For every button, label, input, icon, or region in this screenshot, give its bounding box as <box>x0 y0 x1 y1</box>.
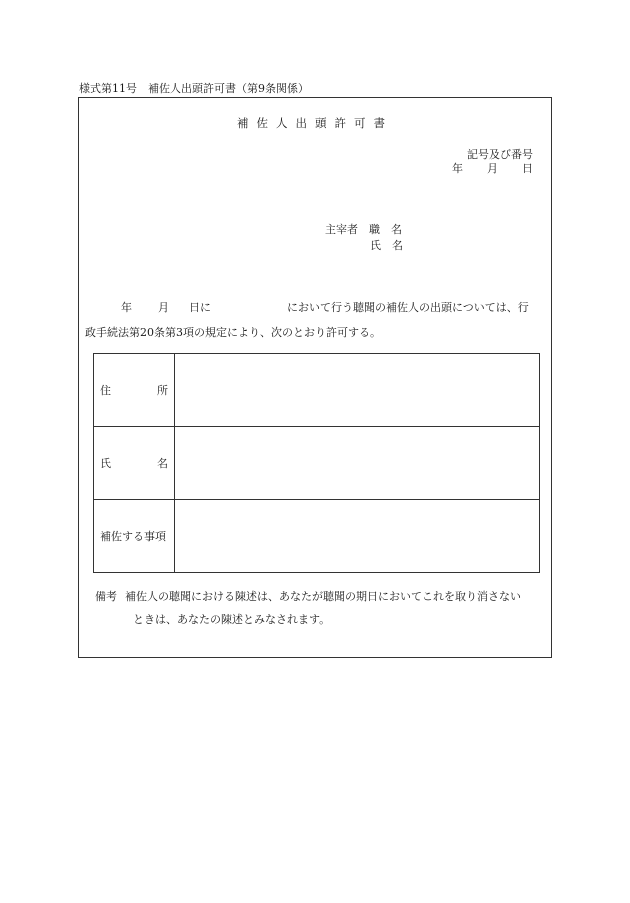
date-day: 日 <box>522 162 533 175</box>
name-label <box>94 427 175 500</box>
remarks-line-1 <box>95 585 521 608</box>
form-caption: 様式第11号 補佐人出頭許可書（第9条関係） <box>79 82 309 95</box>
remarks-line-2: ときは、あなたの陳述とみなされます。 <box>133 613 331 626</box>
remarks-tag: 備考 <box>95 590 117 603</box>
permission-line-2: 政手続法第20条第3項の規定により、次のとおり許可する。 <box>85 326 381 339</box>
body-day: 日に <box>189 301 211 314</box>
date-year: 年 <box>452 162 463 175</box>
assisted-matters-label: 補佐する事項 <box>94 500 175 573</box>
table-row <box>94 354 540 427</box>
assistant-info-table <box>93 353 540 573</box>
table-row <box>94 500 540 573</box>
permission-text <box>85 295 547 345</box>
address-label-char-2: 所 <box>157 384 168 397</box>
issue-date <box>452 160 533 176</box>
form-frame <box>78 97 552 658</box>
table-row <box>94 427 540 500</box>
number-label: 記号及び番号 <box>467 148 533 161</box>
address-label-char-1: 住 <box>100 384 111 397</box>
name-label-char-2: 名 <box>157 457 168 470</box>
name-label-char-1: 氏 <box>100 457 111 470</box>
document-title: 補佐人出頭許可書 <box>237 116 393 130</box>
remarks-text-1: 補佐人の聴聞における陳述は、あなたが聴聞の期日においてこれを取り消さない <box>125 590 521 603</box>
address-label <box>94 354 175 427</box>
body-line1-rest: において行う聴聞の補佐人の出頭については、行 <box>287 301 529 314</box>
date-month: 月 <box>487 162 498 175</box>
address-field[interactable] <box>175 354 540 427</box>
permission-line-1 <box>85 295 547 320</box>
body-year: 年 <box>121 301 132 314</box>
presider-title: 主宰者 職 名 <box>325 223 402 236</box>
remarks <box>95 585 521 631</box>
presider-name: 氏 名 <box>370 239 403 252</box>
body-month: 月 <box>158 301 169 314</box>
name-field[interactable] <box>175 427 540 500</box>
assisted-matters-field[interactable] <box>175 500 540 573</box>
